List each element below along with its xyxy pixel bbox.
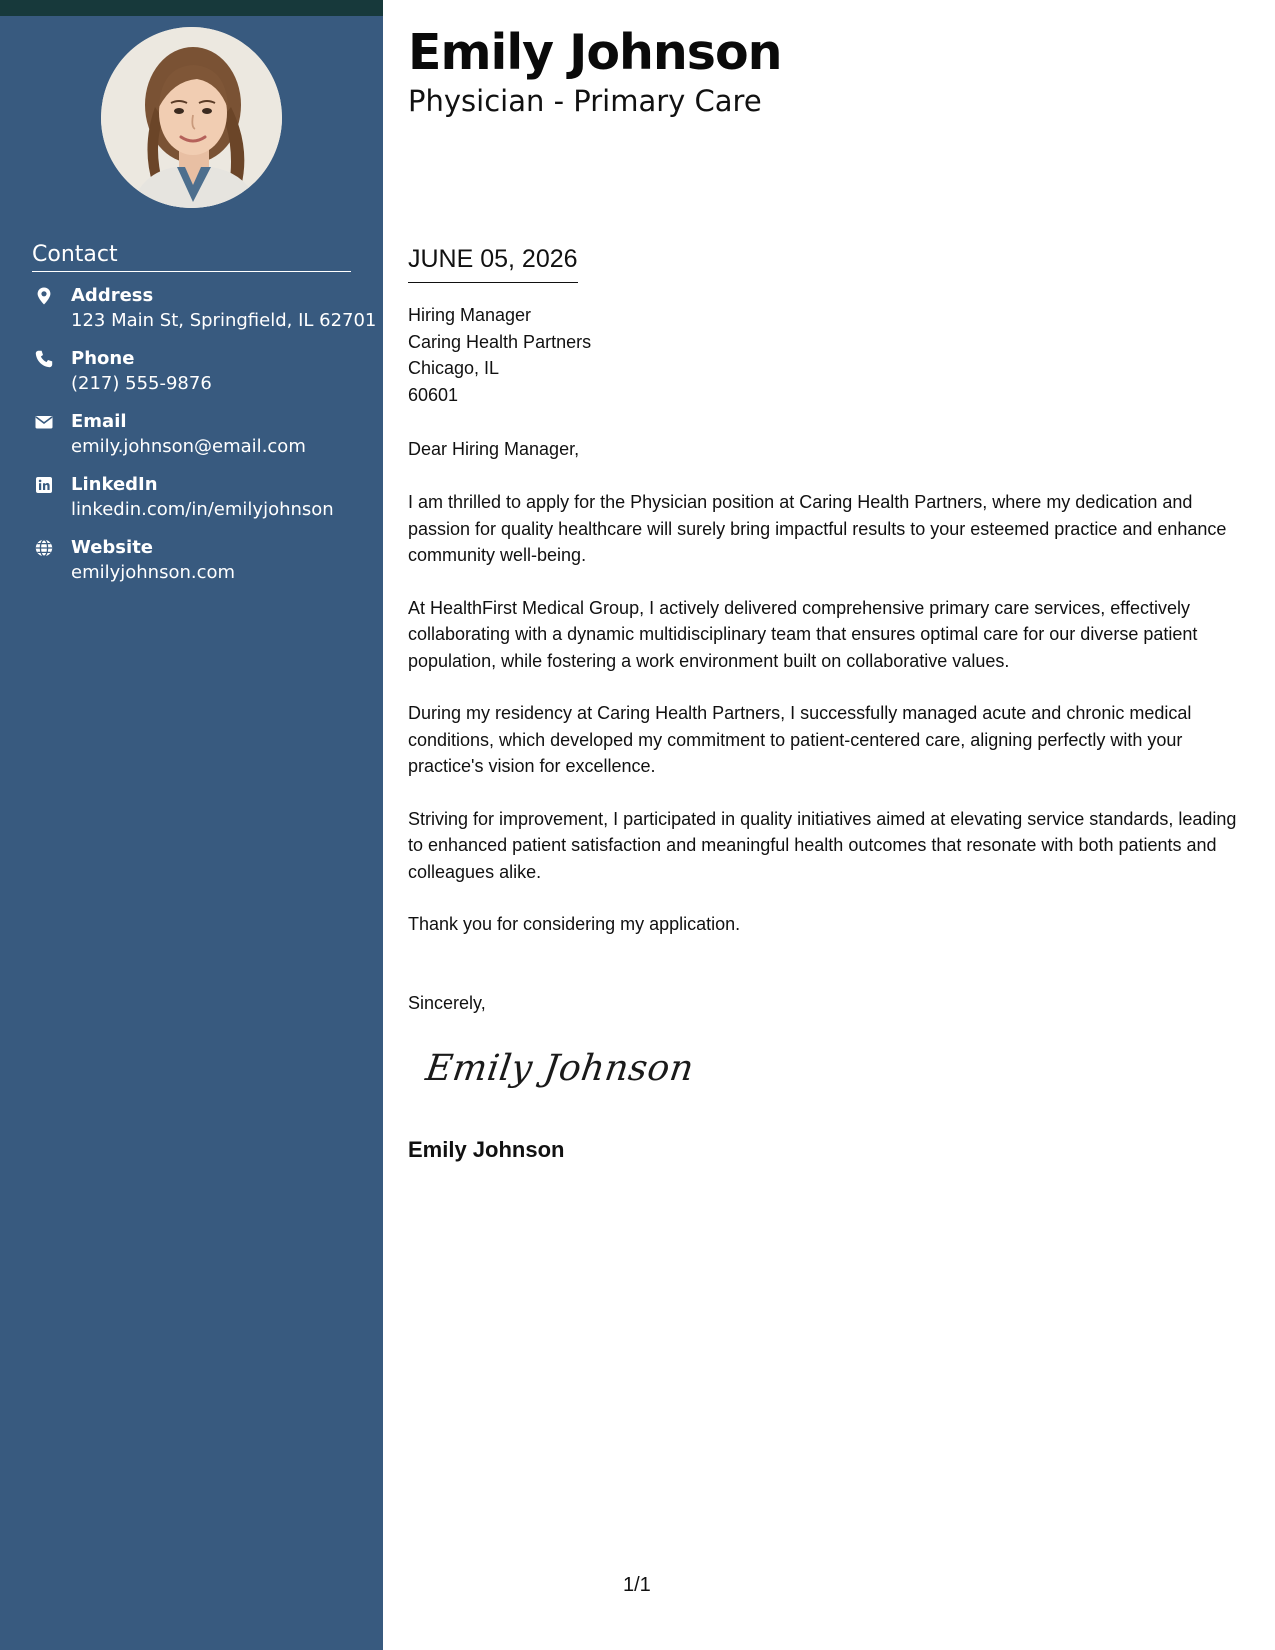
phone-value: (217) 555-9876 [71,373,212,394]
applicant-name: Emily Johnson [408,24,782,81]
map-pin-icon [34,286,54,306]
job-title: Physician - Primary Care [408,84,762,118]
paragraph: Striving for improvement, I participated in quality initiatives aimed at elevating service standards, leading to enhanced patient satisfaction and meaningful health outcomes that resonate with both patients and colleagues alike. [408,808,1237,882]
contact-label: Website [71,537,154,558]
page-number: 1/1 [623,1574,651,1596]
sidebar [0,0,383,1650]
recipient-city: Chicago, IL [408,358,500,378]
recipient-zip: 60601 [408,384,459,405]
salutation: Dear Hiring Manager, [408,439,580,459]
paragraph: During my residency at Caring Health Partners, I successfully managed acute and chronic medical conditions, which developed my commitment to patient-centered care, aligning perfectly with your practice's vision for excellence. [408,703,1192,776]
signer-name: Emily Johnson [408,1137,565,1162]
paragraph: At HealthFirst Medical Group, I actively delivered comprehensive primary care services, effectively collaborating with a dynamic multidisciplinary team that ensures optimal care for our diverse patient population, while fostering a work environment built on collaborative values. [408,597,1198,671]
recipient-block [408,302,591,408]
globe-icon [34,538,54,558]
handwritten-signature: Emily Johnson [423,1048,697,1089]
sidebar-top-bar [0,0,383,16]
linkedin-value[interactable]: linkedin.com/in/emilyjohnson [71,499,334,520]
closing: Sincerely, [408,993,486,1013]
contact-item-address [32,285,377,348]
email-value: emily.johnson@email.com [71,436,306,457]
recipient-company: Caring Health Partners [408,331,592,352]
contact-label: Address [71,285,154,306]
profile-photo [101,27,282,208]
contact-heading: Contact [32,241,351,272]
contact-item-linkedin [32,474,372,537]
contact-item-website [32,537,372,600]
phone-icon [34,349,54,369]
website-value[interactable]: emilyjohnson.com [71,562,236,583]
contact-item-email [32,411,372,474]
address-value: 123 Main St, Springfield, IL 62701 [71,310,377,331]
envelope-icon [34,412,54,432]
letter-body [408,489,1248,964]
letter-main [408,0,1248,1650]
contact-label: LinkedIn [71,474,158,495]
letter-date: JUNE 05, 2026 [408,244,578,283]
contact-label: Email [71,411,127,432]
linkedin-icon [34,475,54,495]
paragraph: I am thrilled to apply for the Physician position at Caring Health Partners, where my dedication and passion for quality healthcare will surely bring impactful results to your esteemed practice and enhance community well-being. [408,492,1227,565]
contact-list [32,285,377,600]
contact-label: Phone [71,348,135,369]
contact-item-phone [32,348,372,411]
recipient-title: Hiring Manager [408,305,532,325]
paragraph: Thank you for considering my application. [408,914,741,934]
